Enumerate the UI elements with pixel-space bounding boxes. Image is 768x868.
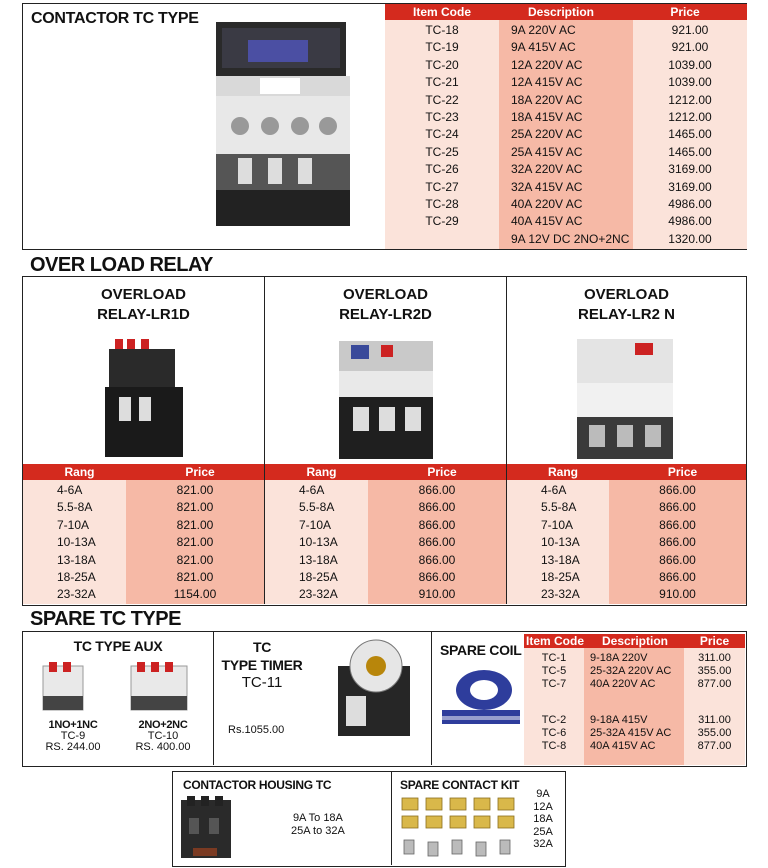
aux-right-image xyxy=(129,660,189,712)
timer-price: Rs.1055.00 xyxy=(228,724,285,736)
header-price: Price xyxy=(185,465,215,479)
housing-panel xyxy=(173,772,392,865)
coil-code-cell: TC-5 xyxy=(541,665,567,677)
coil-descs-group xyxy=(590,652,686,691)
relay-rang-cell: 7-10A xyxy=(57,517,90,532)
aux-title: TC TYPE AUX xyxy=(73,638,163,654)
spare-section xyxy=(22,631,747,767)
coil-desc-cell: 9-18A 220V xyxy=(590,652,648,664)
contactor-code-column xyxy=(385,20,499,249)
relay-price-cell: 866.00 xyxy=(418,570,456,585)
kit-title: SPARE CONTACT KIT xyxy=(400,778,520,792)
contactor-desc-cell: 9A 12V DC 2NO+2NC xyxy=(511,231,630,246)
timer-image xyxy=(332,636,416,740)
coil-title: SPARE COIL xyxy=(440,642,522,658)
header-item-code: Item Code xyxy=(412,5,471,19)
contactor-code-cell: TC-28 xyxy=(425,197,459,212)
contactor-desc-cell: 40A 220V AC xyxy=(511,197,583,212)
bottom-section xyxy=(172,771,566,867)
contactor-price-cell: 1320.00 xyxy=(668,231,712,246)
relay-lr2d-image xyxy=(331,337,441,461)
housing-range-2: 25A to 32A xyxy=(291,825,345,837)
relay-title-line2: RELAY-LR2D xyxy=(339,306,432,323)
relay-rang-cell: 5.5-8A xyxy=(57,500,93,515)
kit-image xyxy=(398,794,522,862)
relay-price-cell: 866.00 xyxy=(659,517,696,532)
contactor-desc-cell: 12A 220V AC xyxy=(511,57,583,72)
relay-price-column xyxy=(609,480,746,604)
coil-image xyxy=(440,666,522,730)
aux-left-image xyxy=(41,660,85,712)
contactor-code-cell: TC-19 xyxy=(425,40,459,55)
relay-price-cell: 821.00 xyxy=(176,535,214,550)
relay-price-cell: 910.00 xyxy=(418,587,456,602)
contactor-image xyxy=(208,18,358,230)
relay-price-cell: 866.00 xyxy=(659,483,696,497)
coil-code-cell: TC-7 xyxy=(541,678,567,690)
header-price: Price xyxy=(670,5,700,19)
contactor-section xyxy=(22,3,747,250)
contactor-desc-cell: 25A 220V AC xyxy=(511,127,583,142)
coil-codes-group xyxy=(524,714,584,753)
timer-line2: TYPE TIMER xyxy=(221,657,303,673)
relay-rang-column xyxy=(23,480,126,604)
relay-price-cell: 866.00 xyxy=(418,483,456,497)
relay-title-line2: RELAY-LR2 N xyxy=(578,306,675,323)
relay-price-cell: 866.00 xyxy=(418,552,456,567)
relay-price-cell: 821.00 xyxy=(176,570,214,585)
coil-code-cell: TC-8 xyxy=(541,740,567,752)
contactor-code-cell: TC-20 xyxy=(425,57,459,72)
relay-rang-column xyxy=(265,480,368,604)
coil-desc-cell: 25-32A 220V AC xyxy=(590,665,672,677)
coil-prices-group xyxy=(684,714,745,753)
timer-panel xyxy=(214,632,432,765)
timer-code: TC-11 xyxy=(241,674,283,691)
relay-price-cell: 866.00 xyxy=(418,535,456,550)
contactor-price-cell: 1039.00 xyxy=(668,75,712,90)
coil-desc-cell: 40A 415V AC xyxy=(590,740,656,752)
relay-rang-cell: 13-18A xyxy=(57,552,96,567)
coil-code-cell: TC-2 xyxy=(541,714,567,726)
housing-range-1: 9A To 18A xyxy=(292,812,343,824)
relay-rang-cell: 10-13A xyxy=(299,535,338,550)
relay-price-cell: 821.00 xyxy=(176,500,214,515)
header-rang: Rang xyxy=(64,465,95,479)
relay-title-line1: OVERLOAD xyxy=(342,286,428,303)
coil-price-cell: 311.00 xyxy=(698,652,731,664)
relay-price-cell: 866.00 xyxy=(659,570,696,585)
relay-price-cell: 821.00 xyxy=(176,517,214,532)
header-description: Description xyxy=(527,5,594,19)
coil-price-cell: 355.00 xyxy=(697,665,732,677)
coil-codes-group xyxy=(524,652,584,691)
kit-size: 25A xyxy=(533,825,553,838)
relay-rang-cell: 7-10A xyxy=(541,517,574,532)
relay-lr1d-image xyxy=(101,339,187,459)
coil-code-cell: TC-1 xyxy=(541,652,567,664)
contactor-desc-cell: 25A 415V AC xyxy=(511,144,583,159)
contactor-code-cell: TC-25 xyxy=(425,144,459,159)
coil-desc-cell: 9-18A 415V xyxy=(590,714,648,726)
relay-price-cell: 866.00 xyxy=(659,552,696,567)
timer-line1: TC xyxy=(252,639,272,655)
coil-code-cell: TC-6 xyxy=(541,727,567,739)
contactor-price-cell: 1039.00 xyxy=(668,57,712,72)
relay-rang-cell: 10-13A xyxy=(57,535,96,550)
contactor-code-cell: TC-23 xyxy=(425,110,459,125)
contactor-code-cell: TC-21 xyxy=(425,75,459,90)
coil-panel xyxy=(432,632,745,765)
coil-price-cell: 877.00 xyxy=(697,678,732,690)
spare-title: SPARE TC TYPE xyxy=(30,608,181,630)
aux-panel xyxy=(23,632,214,765)
contactor-code-cell: TC-18 xyxy=(425,23,459,37)
coil-price-cell: 311.00 xyxy=(698,714,731,726)
relay-title-line1: OVERLOAD xyxy=(100,286,186,303)
header-price: Price xyxy=(427,465,457,479)
contactor-code-cell: TC-29 xyxy=(425,214,459,229)
coil-desc-cell: 25-32A 415V AC xyxy=(590,727,672,739)
coil-header-item-code: Item Code xyxy=(525,634,584,648)
kit-size: 9A xyxy=(536,788,550,800)
contactor-code-cell: TC-22 xyxy=(425,92,459,107)
relay-rang-cell: 18-25A xyxy=(57,570,96,585)
aux-left-name: 1NO+1NC xyxy=(48,719,98,731)
contactor-desc-cell: 32A 220V AC xyxy=(511,162,583,177)
contactor-code-cell: TC-24 xyxy=(425,127,459,142)
contactor-desc-cell: 12A 415V AC xyxy=(511,75,583,90)
kit-size: 12A xyxy=(533,800,553,813)
relay-price-cell: 821.00 xyxy=(176,483,214,497)
contactor-desc-column xyxy=(499,20,633,249)
relay-title-line1: OVERLOAD xyxy=(583,286,669,303)
overload-section xyxy=(22,276,747,606)
aux-left-price: RS. 244.00 xyxy=(45,741,101,753)
relay-rang-column xyxy=(507,480,609,604)
header-price: Price xyxy=(667,465,698,479)
aux-right-name: 2NO+2NC xyxy=(138,719,188,731)
contactor-desc-cell: 18A 220V AC xyxy=(511,92,583,107)
relay-rang-cell: 23-32A xyxy=(299,587,338,602)
overload-title: OVER LOAD RELAY xyxy=(30,254,213,276)
relay-rang-cell: 7-10A xyxy=(299,517,332,532)
header-rang: Rang xyxy=(548,465,578,479)
relay-rang-cell: 4-6A xyxy=(299,483,325,497)
coil-price-cell: 355.00 xyxy=(697,727,732,739)
contactor-price-cell: 921.00 xyxy=(671,23,709,37)
contactor-desc-cell: 9A 220V AC xyxy=(511,23,576,37)
housing-title: CONTACTOR HOUSING TC xyxy=(183,778,332,792)
relay-table-header xyxy=(507,464,746,480)
relay-price-cell: 866.00 xyxy=(418,517,456,532)
contactor-price-cell: 921.00 xyxy=(671,40,709,55)
relay-title-line2: RELAY-LR1D xyxy=(97,306,190,323)
kit-sizes xyxy=(528,788,558,851)
relay-rang-cell: 4-6A xyxy=(541,483,567,497)
relay-price-cell: 866.00 xyxy=(659,500,696,515)
contactor-price-column xyxy=(633,20,747,249)
relay-price-column xyxy=(368,480,506,604)
relay-price-column xyxy=(126,480,264,604)
contactor-price-cell: 1465.00 xyxy=(668,127,712,142)
contactor-price-cell: 1212.00 xyxy=(668,92,712,107)
contactor-desc-cell: 32A 415V AC xyxy=(511,179,583,194)
contactor-price-cell: 4986.00 xyxy=(668,197,712,212)
relay-price-cell: 910.00 xyxy=(659,587,696,602)
coil-prices-group xyxy=(684,652,745,691)
relay-rang-cell: 5.5-8A xyxy=(299,500,335,515)
coil-table-header xyxy=(524,634,745,648)
contactor-price-cell: 3169.00 xyxy=(668,179,712,194)
relay-table-header xyxy=(265,464,506,480)
relay-lr2n-image xyxy=(565,335,685,461)
coil-desc-cell: 40A 220V AC xyxy=(590,678,656,690)
relay-rang-cell: 4-6A xyxy=(57,483,83,497)
contactor-title: CONTACTOR TC TYPE xyxy=(31,10,199,27)
kit-size: 18A xyxy=(533,813,553,825)
aux-right-price: RS. 400.00 xyxy=(135,741,191,753)
relay-rang-cell: 18-25A xyxy=(541,570,580,585)
kit-size: 32A xyxy=(533,838,553,850)
housing-image xyxy=(179,794,233,860)
relay-rang-cell: 13-18A xyxy=(299,552,338,567)
relay-rang-cell: 10-13A xyxy=(541,535,580,550)
relay-table-header xyxy=(23,464,264,480)
coil-header-price: Price xyxy=(699,634,730,648)
contactor-desc-cell: 9A 415V AC xyxy=(511,40,576,55)
relay-rang-cell: 23-32A xyxy=(541,587,580,602)
aux-left-code: TC-9 xyxy=(60,730,86,742)
header-rang: Rang xyxy=(306,465,337,479)
contactor-table-header xyxy=(385,4,747,20)
relay-rang-cell: 5.5-8A xyxy=(541,500,577,515)
coil-descs-group xyxy=(590,714,686,753)
contactor-code-cell: TC-26 xyxy=(425,162,459,177)
relay-price-cell: 821.00 xyxy=(176,552,214,567)
relay-rang-cell: 18-25A xyxy=(299,570,338,585)
coil-price-cell: 877.00 xyxy=(697,740,732,752)
contactor-code-cell: TC-27 xyxy=(425,179,459,194)
coil-header-description: Description xyxy=(601,634,668,648)
contactor-desc-cell: 40A 415V AC xyxy=(511,214,583,229)
relay-price-cell: 1154.00 xyxy=(173,587,217,602)
relay-price-cell: 866.00 xyxy=(659,535,696,550)
contactor-price-cell: 1212.00 xyxy=(668,110,712,125)
aux-right-code: TC-10 xyxy=(147,730,179,742)
contactor-price-cell: 3169.00 xyxy=(668,162,712,177)
contactor-desc-cell: 18A 415V AC xyxy=(511,110,583,125)
contactor-price-cell: 4986.00 xyxy=(668,214,712,229)
relay-rang-cell: 13-18A xyxy=(541,552,580,567)
contactor-price-cell: 1465.00 xyxy=(668,144,712,159)
relay-rang-cell: 23-32A xyxy=(57,587,96,602)
relay-price-cell: 866.00 xyxy=(418,500,456,515)
kit-panel xyxy=(392,772,564,865)
